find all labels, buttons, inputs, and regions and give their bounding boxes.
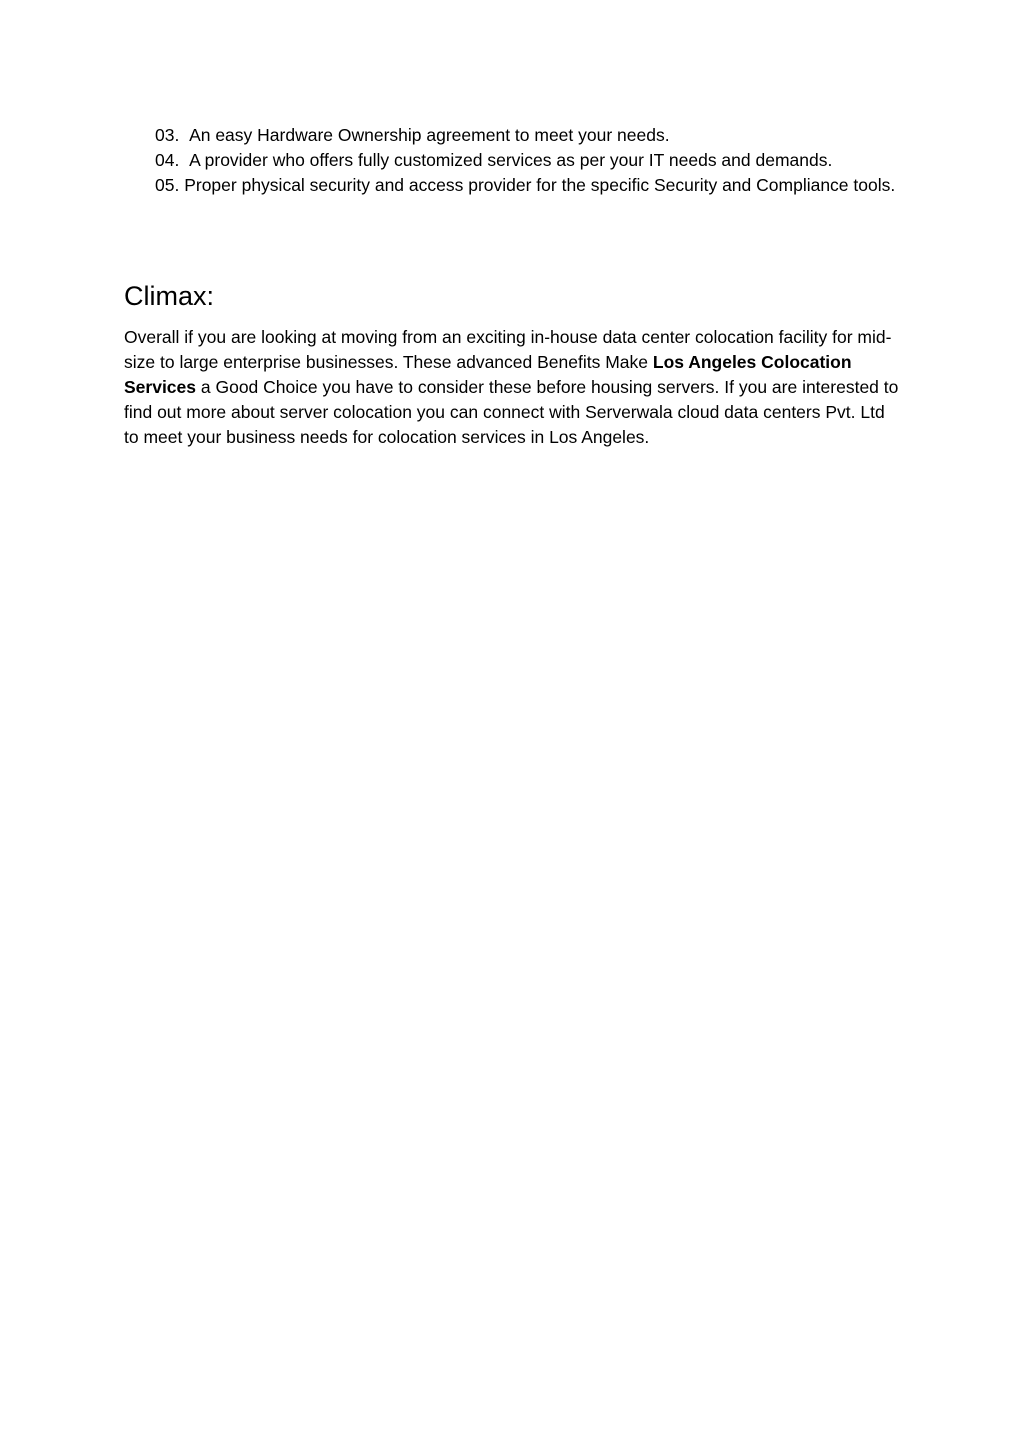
list-item-number: 03. — [155, 125, 190, 145]
list-item-text: An easy Hardware Ownership agreement to meet your needs. — [189, 125, 670, 145]
list-item — [155, 148, 915, 173]
list-item-text: A provider who offers fully customized services as per your IT needs and demands. — [189, 150, 833, 170]
paragraph-bold-text: Los Angeles Colocation Services — [124, 352, 852, 397]
paragraph-text-start: Overall if you are looking at moving from an exciting in-house data center colocation facility for mid-size to large enterprise businesses. These advanced Benefits Make — [124, 327, 892, 372]
body-paragraph — [124, 325, 899, 450]
list-item — [155, 173, 915, 198]
list-item-number: 04. — [155, 150, 190, 170]
section-heading: Climax: — [124, 281, 215, 311]
paragraph-text-end: a Good Choice you have to consider these before housing servers. If you are interested to find out more about server colocation you can connect with Serverwala cloud data centers Pvt. Ltd to meet your business needs for colocation services in Los Angeles. — [124, 377, 899, 447]
list-item-number: 05. — [155, 175, 185, 195]
list-item — [155, 123, 915, 148]
list-item-text: Proper physical security and access provider for the specific Security and Compliance tools. — [184, 175, 896, 195]
numbered-list — [155, 123, 915, 198]
